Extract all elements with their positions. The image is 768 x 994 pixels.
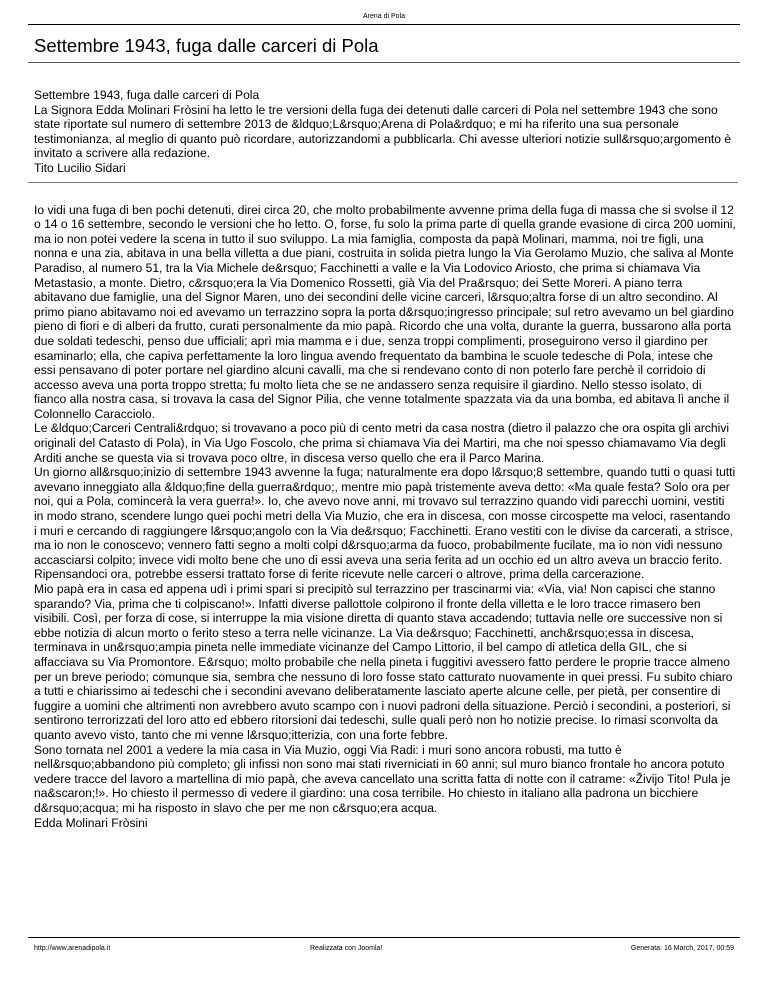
site-header: Arena di Pola <box>362 13 406 20</box>
header-divider <box>28 24 740 25</box>
article-body <box>34 203 736 831</box>
footer-url: http://www.arenadipola.it <box>34 945 111 952</box>
article-signature: Edda Molinari Fròsini <box>34 815 148 830</box>
intro-divider <box>28 182 738 183</box>
intro-heading: Settembre 1943, fuga dalle carceri di Pola <box>34 88 260 102</box>
body-paragraph: Un giorno all&rsquo;inizio di settembre 1943 avvenne la fuga; naturalmente era dopo l&rsquo;8 settembre, quando tutti o quasi tutti avevano inneggiato alla &ldquo;fine della guerra&rdquo;, mentre mio papà tristemente aveva detto: «Ma quale festa? Solo ora per noi, qui a Pola, comincerà la vera guerra!». Io, che avevo nove anni, mi trovavo sul terrazzino quando vidi parecchi uomini, vestiti in modo strano, scendere lungo quei pochi metri della Via Muzio, che era in discesa, con mosse circospette ma veloci, rasentando i muri e cercando di raggiungere l&rsquo;angolo con la Via de&rsquo; Facchinetti. Erano vestiti con le divise da carcerati, a strisce, ma io non le conoscevo; vennero fatti segno a molti colpi d&rsquo;arma da fuoco, probabilmente fucilate, ma io non vidi nessuno accasciarsi colpito; invece vidi molto bene che uno di essi aveva una seria ferita ad un occhio ed un altro aveva un braccio ferito. Ripensandoci ora, potrebbe essersi trattato forse di ferite ricevute nelle carceri o altrove, prima della carcerazione. <box>34 465 736 582</box>
page-footer <box>34 944 734 954</box>
body-paragraph: Mio papà era in casa ed appena udì i primi spari si precipitò sul terrazzino per trascinarmi via: «Via, via! Non capisci che stanno sparando? Via, prima che ti colpiscano!». Infatti diverse pallottole colpirono il fronte della villetta e le loro tracce rimasero ben visibili. Così, per forza di cose, si interruppe la mia visione diretta di quanto stava accadendo; tuttavia nelle ore successive non si ebbe notizia di alcun morto o ferito steso a terra nelle vicinanze. La Via de&rsquo; Facchinetti, anch&rsquo;essa in discesa, terminava in un&rsquo;ampia pineta nelle immediate vicinanze del Campo Littorio, il bel campo di atletica della GIL, che si affacciava su Via Promontore. E&rsquo; molto probabile che nella pineta i fuggitivi avessero fatto perdere le proprie tracce almeno per un breve periodo; comunque sia, sembra che nessuno di loro fosse stato catturato nuovamente in quei pressi. Fu subito chiaro a tutti e chiarissimo ai tedeschi che i secondini avevano deliberatamente lasciato aperte alcune celle, per pietà, per consentire di fuggire a uomini che altrimenti non avrebbero avuto scampo con i nuovi padroni della situazione. Perciò i secondini, a posteriori, si sentirono terrorizzati del loro atto ed ebbero ritorsioni dai tedeschi, sulle quali però non ho notizie precise. Io rimasi sconvolta da quanto avevo visto, tanto che mi venne l&rsquo;itterizia, con una forte febbre. <box>34 582 733 742</box>
body-paragraph: Le &ldquo;Carceri Centrali&rdquo; si trovavano a poco più di cento metri da casa nostra (dietro il palazzo che ora ospita gli archivi originali del Catasto di Pola), in Via Ugo Foscolo, che prima si chiamava Via dei Martiri, ma che noi spesso chiamavamo Via degli Arditi anche se questa via si trovava poco oltre, in discesa verso quello che era il Parco Marina. <box>34 421 730 465</box>
body-paragraph: Sono tornata nel 2001 a vedere la mia casa in Via Muzio, oggi Via Radi: i muri sono ancora robusti, ma tutto è nell&rsquo;abbandono più completo; gli infissi non sono mai stati riverniciati in 60 anni; sul muro bianco frontale ho ancora potuto vedere tracce del lavoro a martellina di mio papà, che aveva cancellato una scritta fatta di notte con il catrame: «Živijo Tito! Pula je na&scaron;!». Ho chiesto il permesso di vedere il giardino: una cosa terribile. Ho chiesto in italiano alla padrona un bicchiere d&rsquo;acqua; mi ha risposto in slavo che per me non c&rsquo;era acqua. <box>34 742 731 815</box>
body-paragraph: Io vidi una fuga di ben pochi detenuti, direi circa 20, che molto probabilmente avvenne prima della fuga di massa che si svolse il 12 o 14 o 16 settembre, secondo le versioni che ho letto. O, forse, fu solo la prima parte di quella grande evasione di circa 200 uomini, ma io non potei vedere la scena in tutto il suo sviluppo. La mia famiglia, composta da papà Molinari, mamma, noi tre figli, una nonna e una zia, abitava in una bella villetta a due piani, costruita in solida pietra lungo la Via Gerolamo Muzio, che saliva al Monte Paradiso, al numero 51, tra la Via Michele de&rsquo; Facchinetti a valle e la Via Lodovico Ariosto, che prima si chiamava Via Metastasio, a monte. Dietro, c&rsquo;era la Via Domenico Rossetti, già Via del Pra&rsquo; dei Sette Moreri. A piano terra abitavano due famiglie, una del Signor Maren, uno dei secondini delle vicine carceri, l&rsquo;altra forse di un altro secondino. Al primo piano abitavamo noi ed avevamo un terrazzino sopra la porta d&rsquo;ingresso principale; sul retro avevamo un bel giardino pieno di fiori e di alberi da frutto, curati personalmente da mio papà. Ricordo che una volta, durante la guerra, bussarono alla porta due soldati tedeschi, penso due ufficiali; aprì mia mamma e i due, senza troppi complimenti, proseguirono verso il giardino per esaminarlo; ella, che capiva perfettamente la loro lingua avendo frequentato da bambina le scuole tedesche di Pola, intese che essi pensavano di poter portare nel giardino alcuni cavalli, ma che si rendevano conto di non poterlo fare perchè il corridoio di accesso aveva una porta troppo stretta; fu molto lieta che se ne andassero senza requisire il giardino. Nello stesso isolato, di fianco alla nostra casa, si trovava la casa del Signor Pilia, che venne totalmente spazzata via da una bomba, ed abitava lì anche il Colonnello Caracciolo. <box>34 202 736 421</box>
footer-divider <box>28 937 740 938</box>
title-divider <box>28 62 740 63</box>
intro-text: La Signora Edda Molinari Fròsini ha letto le tre versioni della fuga dei detenuti dalle carceri di Pola nel settembre 1943 che sono state riportate sul numero di settembre 2013 de &ldquo;L&rsquo;Arena di Pola&rdquo; e mi ha riferito una sua personale testimonianza, al meglio di quanto può ricordare, autorizzandomi a pubblicarla. Chi avesse ulteriori notizie sull&rsquo;argomento è invitato a scrivere alla redazione. <box>34 102 732 161</box>
intro-author: Tito Lucilio Sidari <box>34 160 126 175</box>
footer-generated-date: Generata: 16 March, 2017, 00:59 <box>630 945 734 952</box>
article-content <box>34 88 736 830</box>
article-title: Settembre 1943, fuga dalle carceri di Pola <box>34 35 379 56</box>
footer-credit: Realizzata con Joomla! <box>310 945 383 952</box>
article-intro <box>34 88 736 182</box>
